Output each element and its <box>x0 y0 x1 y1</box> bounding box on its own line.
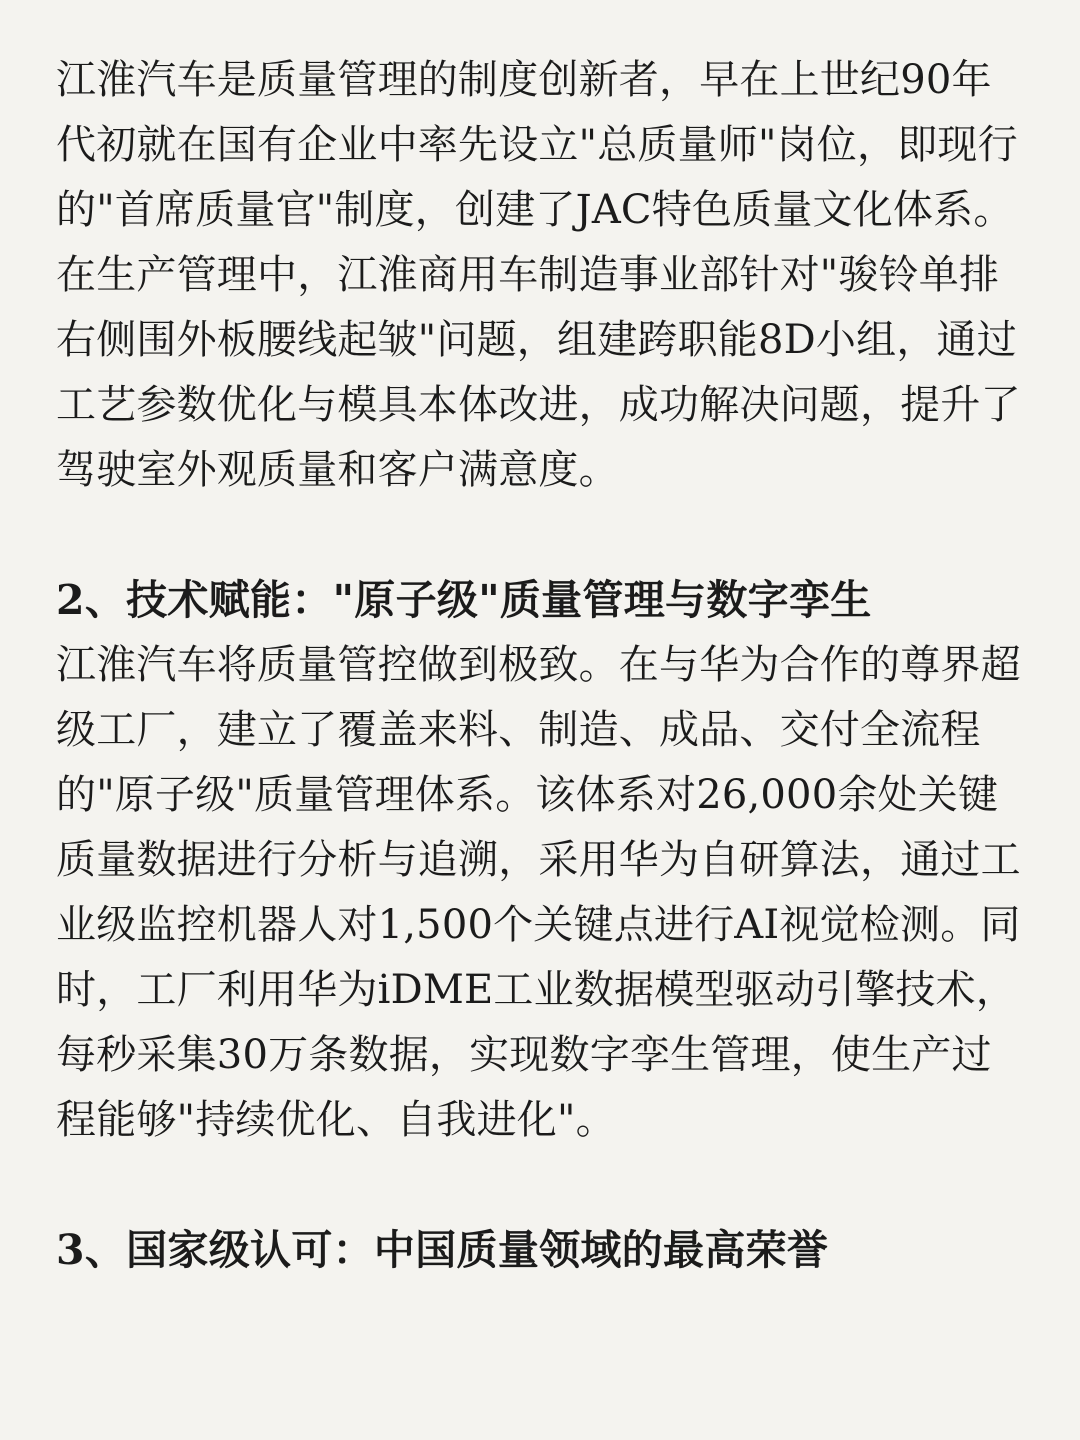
section-spacer <box>56 503 1024 568</box>
section-spacer <box>56 1153 1024 1218</box>
section-2-heading: 2、技术赋能："原子级"质量管理与数字孪生 <box>56 576 872 624</box>
intro-paragraph: 江淮汽车是质量管理的制度创新者，早在上世纪90年代初就在国有企业中率先设立"总质量师"岗位，即现行的"首席质量官"制度，创建了JAC特色质量文化体系。在生产管理中，江淮商用车制造事业部针对"骏铃单排右侧围外板腰线起皱"问题，组建跨职能8D小组，通过工艺参数优化与模具本体改进，成功解决问题，提升了驾驶室外观质量和客户满意度。 <box>56 57 1021 493</box>
section-2-paragraph: 江淮汽车将质量管控做到极致。在与华为合作的尊界超级工厂，建立了覆盖来料、制造、成品、交付全流程的"原子级"质量管理体系。该体系对26,000余处关键质量数据进行分析与追溯，采用华为自研算法，通过工业级监控机器人对1,500个关键点进行AI视觉检测。同时，工厂利用华为iDME工业数据模型驱动引擎技术，每秒采集30万条数据，实现数字孪生管理，使生产过程能够"持续优化、自我进化"。 <box>56 642 1021 1143</box>
section-3-heading: 3、国家级认可：中国质量领域的最高荣誉 <box>56 1226 829 1274</box>
